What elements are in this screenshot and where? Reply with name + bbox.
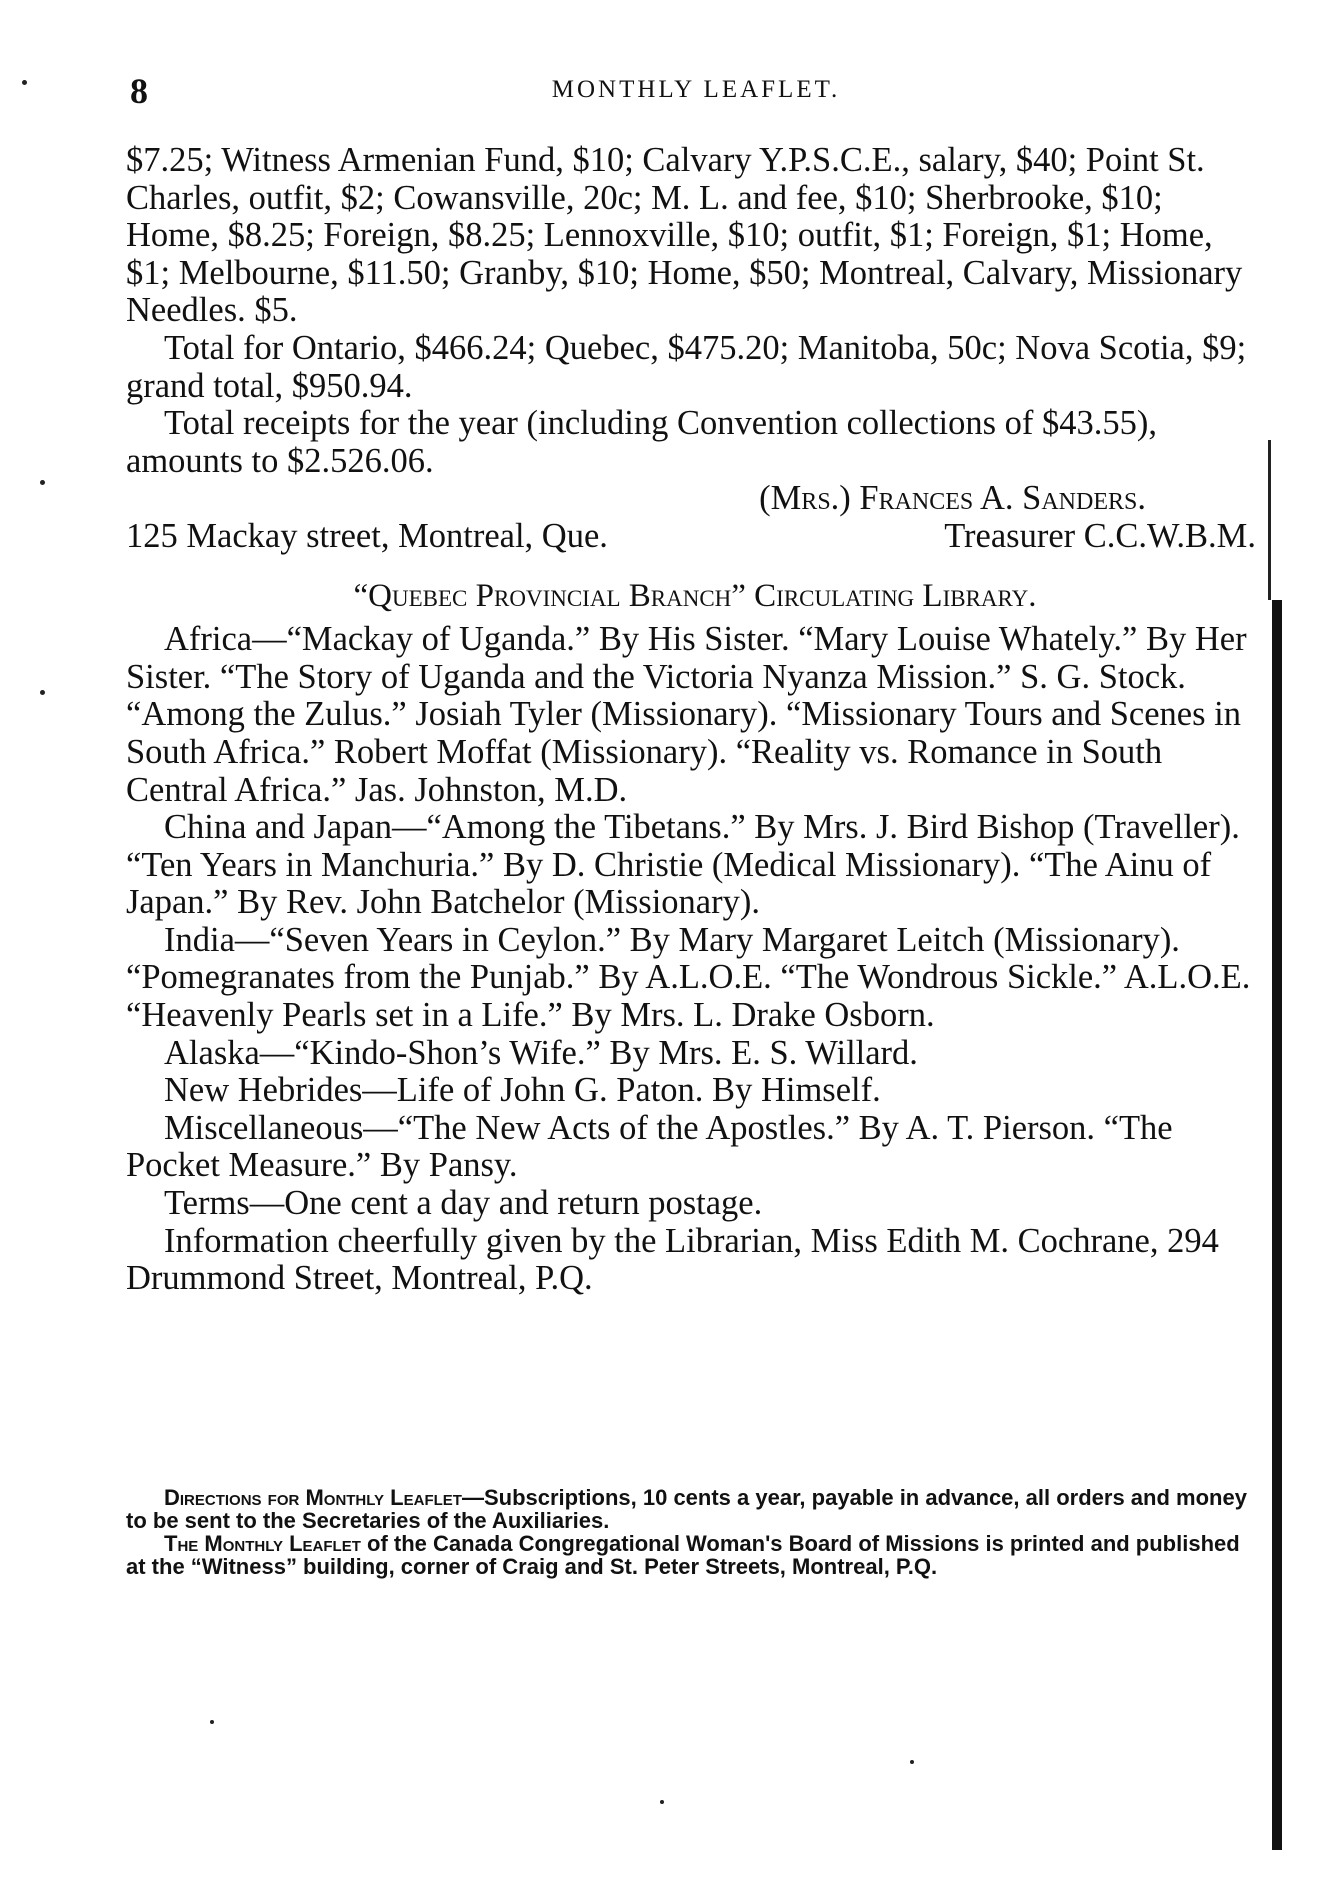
- scan-speck: [910, 1760, 914, 1764]
- receipts-list: $7.25; Witness Armenian Fund, $10; Calvary Y.P.S.C.E., salary, $40; Point St. Charles, outfit, $2; Cowansville, 20c; M. L. and fee, $10; Sherbrooke, $10; Home, $8.25; Foreign, $8.25; Lennoxville, $10; outfit, $1; Foreign, $1; Home, $1; Melbourne, $11.50; Granby, $10; Home, $50; Montreal, Calvary, Missionary Needles. $5.: [126, 141, 1243, 330]
- signature-title: Treasurer C.C.W.B.M.: [944, 516, 1256, 555]
- signature-name: (Mrs.) Frances A. Sanders.: [759, 479, 1146, 518]
- directions-label: Directions for Monthly Leaflet: [164, 1485, 462, 1510]
- printer-label: The Monthly Leaflet: [164, 1531, 361, 1556]
- library-miscellaneous: Miscellaneous—“The New Acts of the Apostles.” By A. T. Pierson. “The Pocket Measure.” By Pansy.: [126, 1108, 1173, 1185]
- scan-speck: [660, 1800, 664, 1804]
- scan-speck: [210, 1720, 214, 1724]
- page-edge-rule-thin: [1268, 440, 1271, 600]
- library-africa: Africa—“Mackay of Uganda.” By His Sister. “Mary Louise Whately.” By Her Sister. “The Story of Uganda and the Victoria Nyanza Mission.” S. G. Stock. “Among the Zulus.” Josiah Tyler (Missionary). “Missionary Tours and Scenes in South Africa.” Robert Moffat (Missionary). “Reality vs. Romance in South Central Africa.” Jas. Johnston, M.D.: [126, 620, 1247, 809]
- running-title: MONTHLY LEAFLET.: [551, 76, 841, 103]
- printer-text: of the Canada Congregational Woman's Board of Missions is printed and published at the “Witness” building, corner of Craig and St. Peter Streets, Montreal, P.Q.: [126, 1531, 1240, 1579]
- body-text: [126, 142, 1264, 1298]
- signature-row: [126, 518, 1264, 556]
- library-china-japan: China and Japan—“Among the Tibetans.” By Mrs. J. Bird Bishop (Traveller). “Ten Years in Manchuria.” By D. Christie (Medical Missionary). “The Ainu of Japan.” By Rev. John Batchelor (Missionary).: [126, 808, 1240, 922]
- printer-paragraph: [126, 1532, 1264, 1578]
- scan-speck: [40, 480, 45, 485]
- scan-speck: [40, 690, 45, 695]
- receipts-year-total: Total receipts for the year (including Convention collections of $43.55), amounts to $2.526.06.: [126, 404, 1158, 480]
- directions-text: —Subscriptions, 10 cents a year, payable in advance, all orders and money to be sent to the Secretaries of the Auxiliaries.: [126, 1485, 1247, 1533]
- library-terms: Terms—One cent a day and return postage.: [164, 1184, 763, 1223]
- signature-address: 125 Mackay street, Montreal, Que.: [126, 516, 608, 555]
- library-india: India—“Seven Years in Ceylon.” By Mary Margaret Leitch (Missionary). “Pomegranates from the Punjab.” By A.L.O.E. “The Wondrous Sickle.” A.L.O.E. “Heavenly Pearls set in a Life.” By Mrs. L. Drake Osborn.: [126, 920, 1251, 1035]
- library-new-hebrides: New Hebrides—Life of John G. Paton. By Himself.: [164, 1071, 881, 1110]
- directions-paragraph: [126, 1486, 1264, 1532]
- receipts-totals: Total for Ontario, $466.24; Quebec, $475.20; Manitoba, 50c; Nova Scotia, $9; grand total, $950.94.: [126, 328, 1247, 405]
- page-number: 8: [130, 71, 148, 111]
- page-header: [126, 70, 1266, 120]
- page-edge-rule: [1272, 600, 1282, 1850]
- library-alaska: Alaska—“Kindo-Shon’s Wife.” By Mrs. E. S. Willard.: [164, 1033, 918, 1072]
- scan-speck: [22, 80, 27, 85]
- library-information: Information cheerfully given by the Librarian, Miss Edith M. Cochrane, 294 Drummond Street, Montreal, P.Q.: [126, 1221, 1219, 1298]
- library-heading: “Quebec Provincial Branch” Circulating Library.: [353, 577, 1037, 614]
- directions-block: [126, 1486, 1264, 1578]
